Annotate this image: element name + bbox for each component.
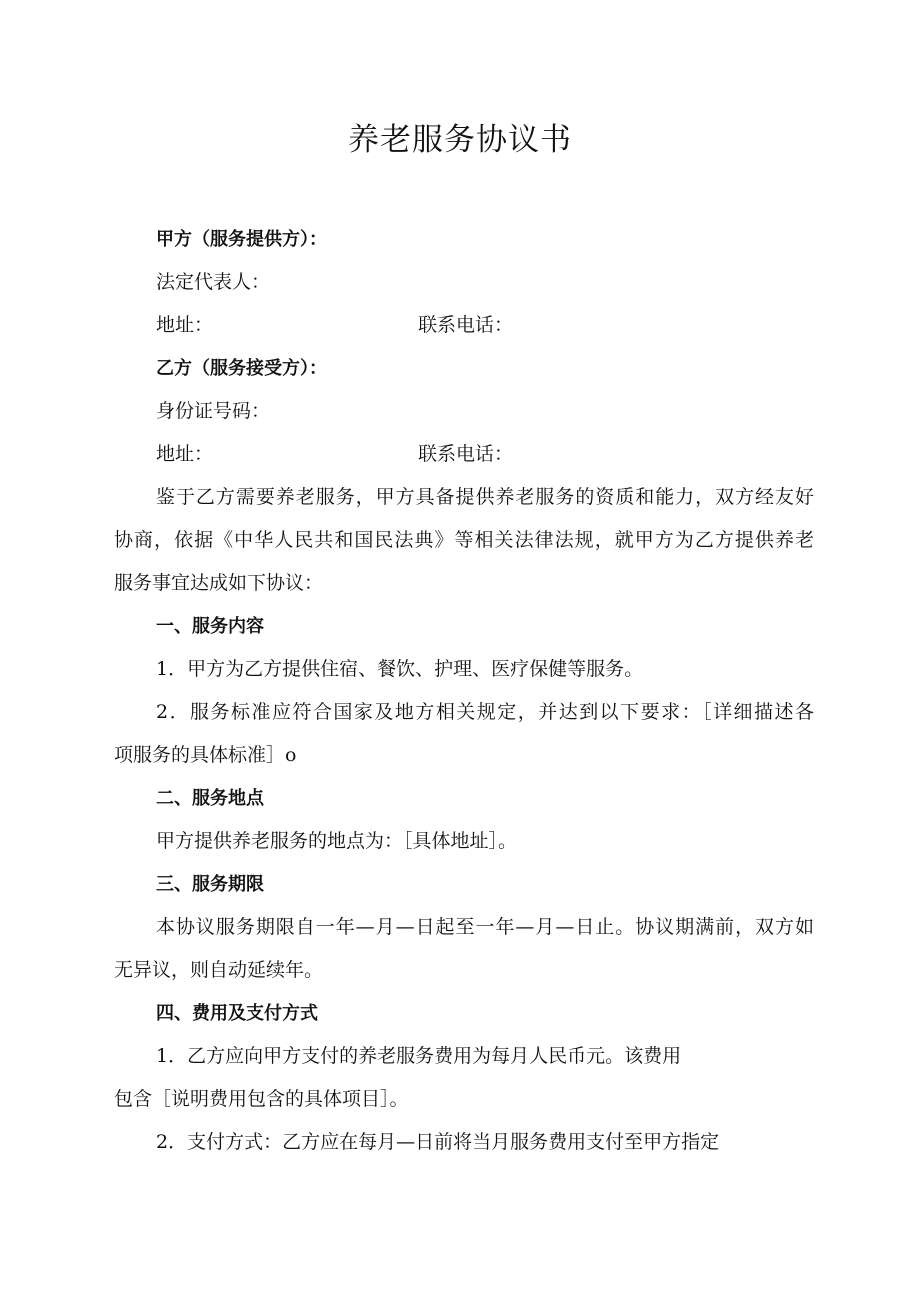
party-a-phone: 联系电话：	[418, 314, 514, 336]
party-b-address: 地址：	[156, 443, 214, 465]
section-3-heading: 三、服务期限	[156, 874, 264, 895]
document-body	[114, 218, 814, 1164]
section-4-item-1-line-2: 包含［说明费用包含的具体项目］。	[114, 1088, 409, 1110]
section-3-line-1: 本协议服务期限自一年—月—日起至一年—月—日止。协议期满前，双方如	[156, 916, 814, 938]
preamble-line-3: 服务事宜达成如下协议：	[114, 572, 324, 594]
party-b-heading: 乙方（服务接受方）：	[156, 358, 327, 379]
party-b-id-number: 身份证号码：	[156, 400, 271, 422]
section-3-line-2: 无异议，则自动延续年。	[114, 959, 324, 981]
section-1-item-2-line-2: 项服务的具体标准］o	[114, 744, 297, 766]
party-b-contact-row	[114, 433, 814, 476]
section-4-item-1-line-1: 1．乙方应向甲方支付的养老服务费用为每月人民币元。该费用	[156, 1045, 682, 1067]
party-b-phone: 联系电话：	[418, 443, 514, 465]
party-a-representative: 法定代表人：	[156, 271, 271, 293]
party-a-contact-row	[114, 304, 814, 347]
preamble-line-2: 协商，依据《中华人民共和国民法典》等相关法律法规，就甲方为乙方提供养老	[114, 529, 814, 551]
section-4-heading: 四、费用及支付方式	[156, 1003, 318, 1024]
section-2-text: 甲方提供养老服务的地点为：［具体地址］。	[156, 830, 518, 852]
party-a-heading: 甲方（服务提供方）：	[156, 229, 327, 250]
document-title: 养老服务协议书	[348, 122, 572, 158]
party-a-address: 地址：	[156, 314, 214, 336]
section-4-item-2-line-1: 2．支付方式：乙方应在每月—日前将当月服务费用支付至甲方指定	[156, 1131, 720, 1153]
section-2-heading: 二、服务地点	[156, 788, 264, 809]
preamble-line-1: 鉴于乙方需要养老服务，甲方具备提供养老服务的资质和能力，双方经友好	[156, 486, 814, 508]
section-1-heading: 一、服务内容	[156, 616, 264, 637]
section-1-item-1: 1．甲方为乙方提供住宿、餐饮、护理、医疗保健等服务。	[156, 658, 644, 680]
section-1-item-2-line-1: 2．服务标准应符合国家及地方相关规定，并达到以下要求：［详细描述各	[156, 701, 814, 723]
